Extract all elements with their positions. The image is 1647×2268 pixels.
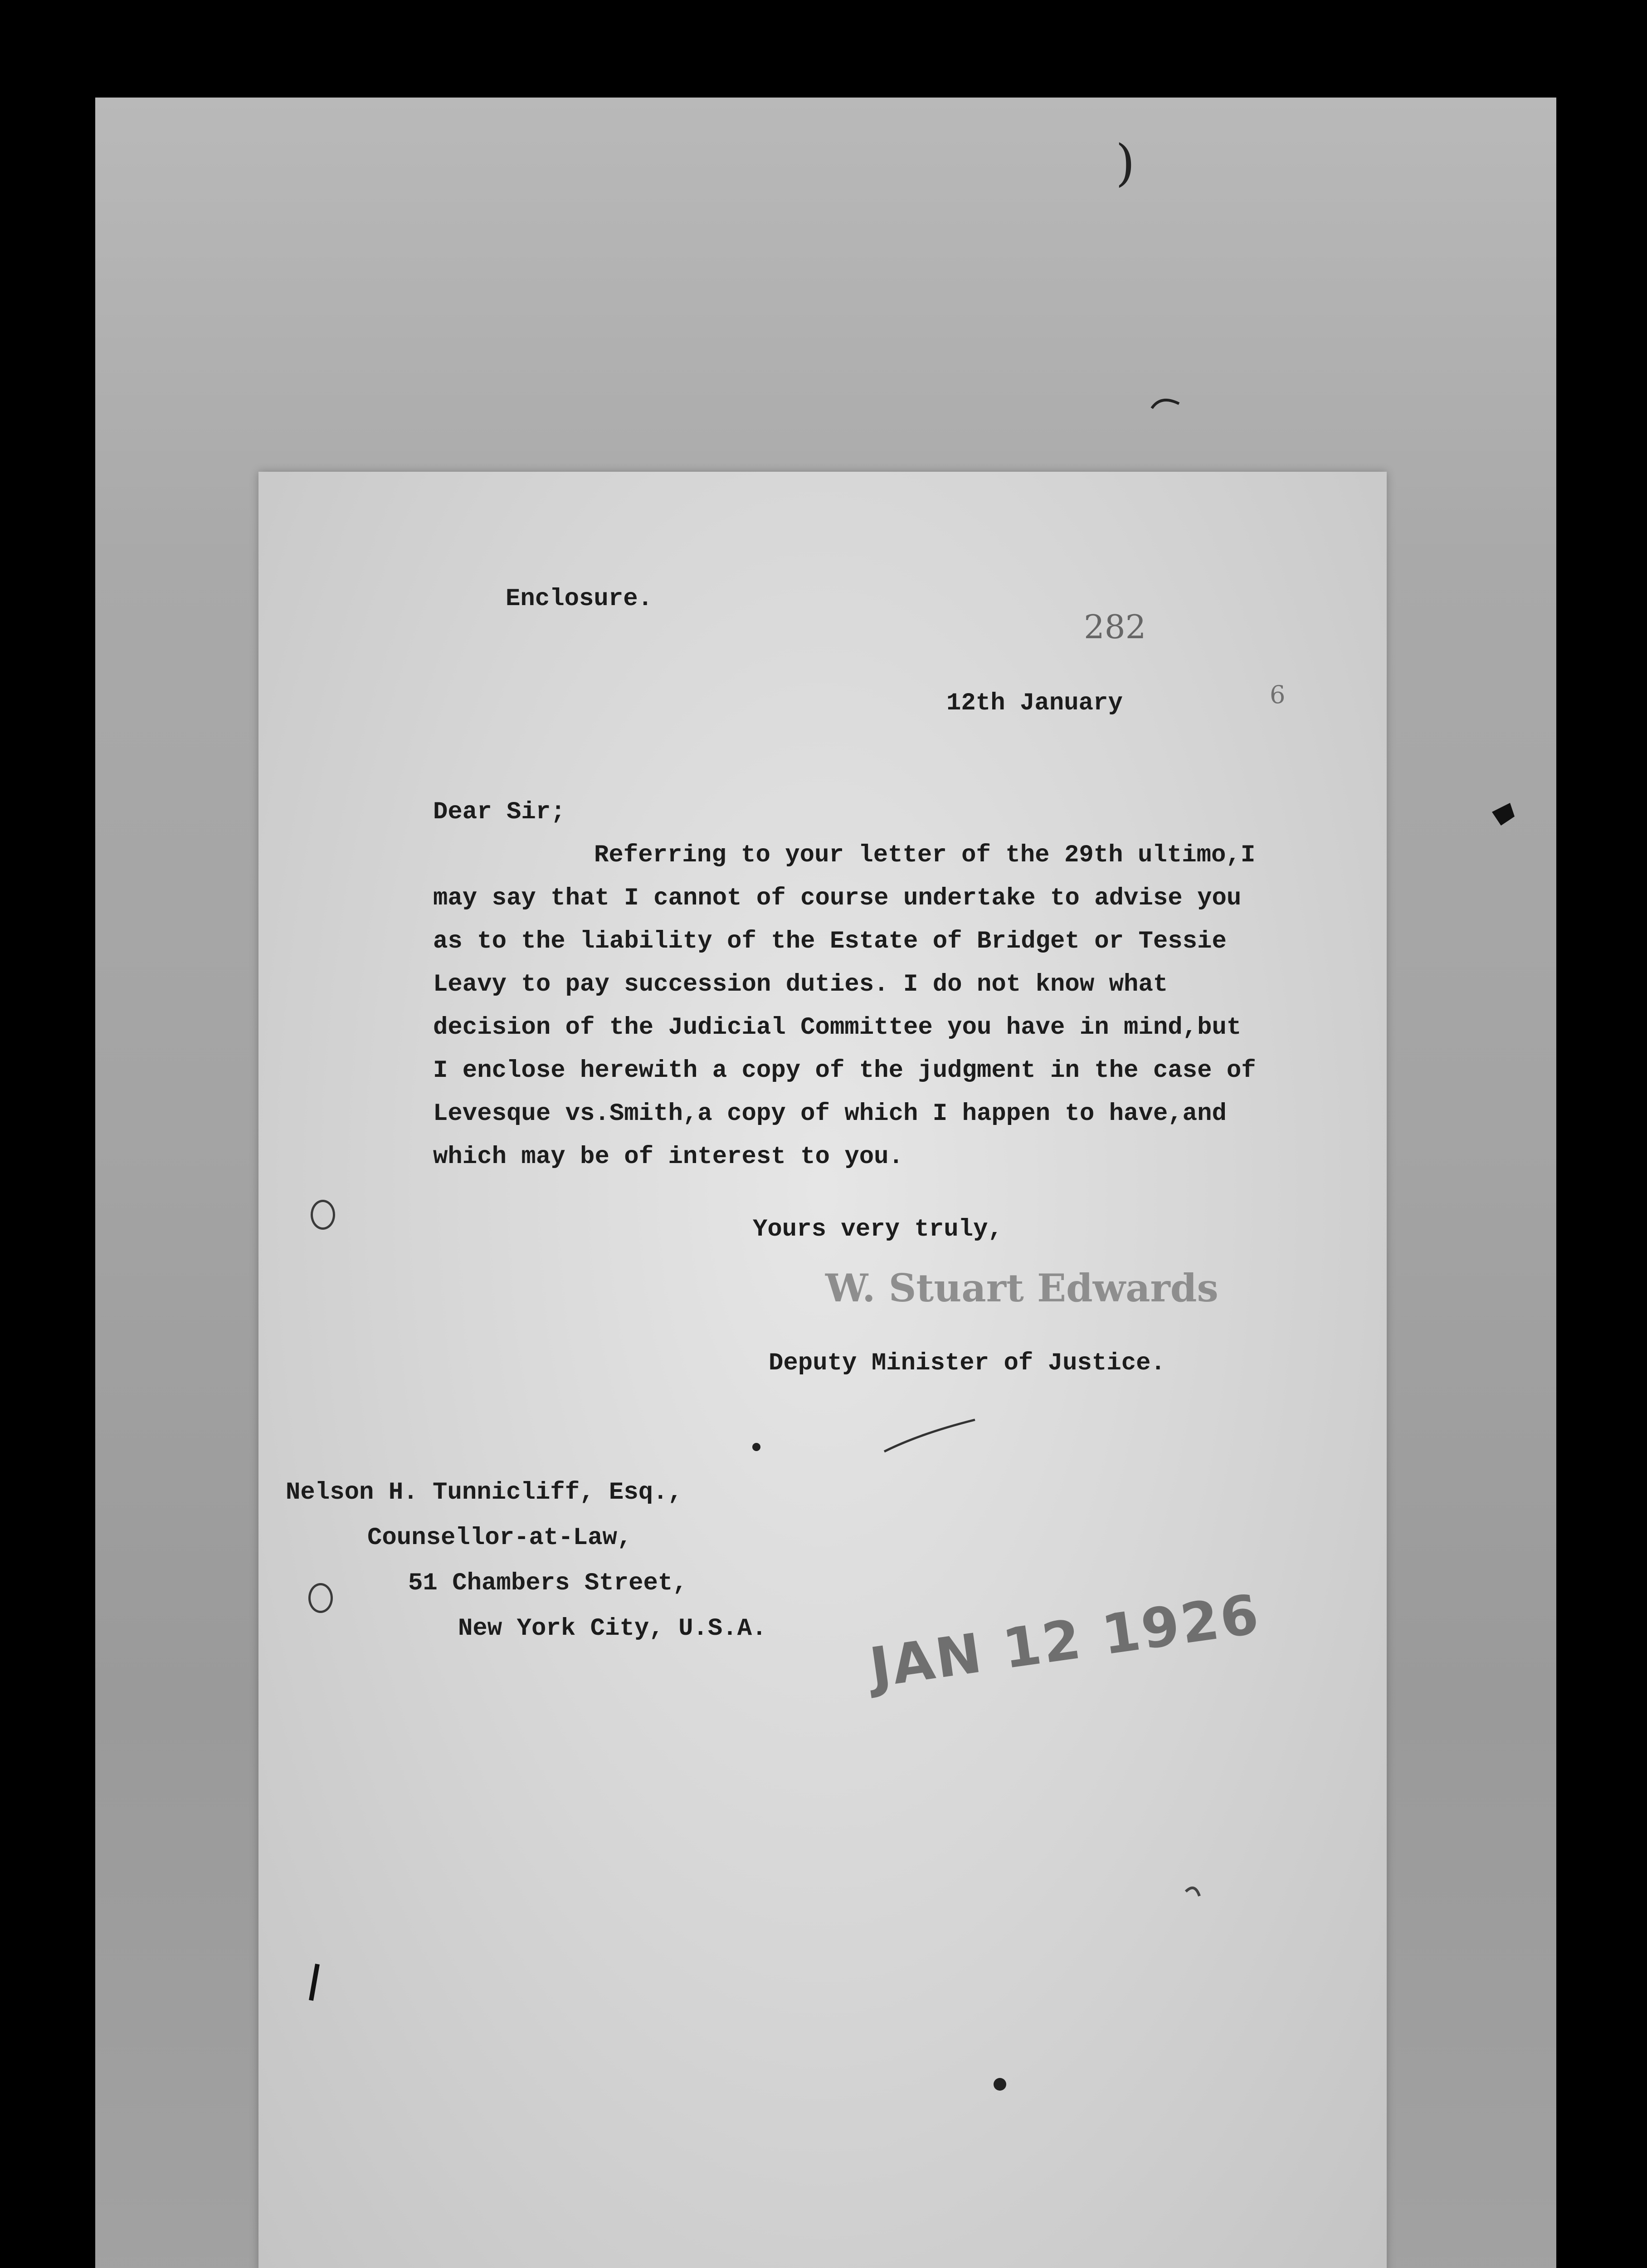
ink-blot-icon xyxy=(1492,803,1515,826)
ink-dot-icon xyxy=(752,1443,760,1451)
enclosure-label: Enclosure. xyxy=(506,585,653,613)
body-line: Levesque vs.Smith,a copy of which I happen to have,and xyxy=(433,1100,1227,1128)
recipient-line: Nelson H. Tunnicliff, Esq., xyxy=(286,1479,682,1506)
date-fragment: 6 xyxy=(1270,680,1286,709)
body-line: Referring to your letter of the 29th ultimo,I xyxy=(594,841,1256,869)
signature-stamp: W. Stuart Edwards xyxy=(825,1266,1218,1310)
pencil-mark-icon: ) xyxy=(1116,134,1135,192)
body-line: I enclose herewith a copy of the judgment in the case of xyxy=(433,1057,1256,1085)
letter-date: 12th January xyxy=(946,689,1123,717)
body-line: Leavy to pay succession duties. I do not know what xyxy=(433,971,1168,998)
pen-stroke-icon xyxy=(884,1420,975,1452)
pen-stroke-icon xyxy=(1152,400,1179,408)
ink-dot-icon xyxy=(994,2078,1006,2091)
recipient-line: 51 Chambers Street, xyxy=(408,1569,687,1597)
recipient-line: New York City, U.S.A. xyxy=(458,1615,767,1642)
pen-stroke-icon xyxy=(311,1964,317,2000)
body-line: may say that I cannot of course undertake to advise you xyxy=(433,885,1242,912)
closing: Yours very truly, xyxy=(753,1216,1003,1243)
pen-stroke-icon xyxy=(1186,1888,1199,1896)
signatory-title: Deputy Minister of Justice. xyxy=(769,1349,1165,1377)
salutation: Dear Sir; xyxy=(433,798,565,826)
recipient-line: Counsellor-at-Law, xyxy=(367,1524,632,1552)
body-line: as to the liability of the Estate of Bridget or Tessie xyxy=(433,928,1227,955)
received-date-stamp: JAN 12 1926 xyxy=(866,1583,1264,1700)
page-number: 282 xyxy=(1084,608,1146,646)
body-line: which may be of interest to you. xyxy=(433,1143,903,1171)
body-line: decision of the Judicial Committee you have in mind,but xyxy=(433,1014,1242,1041)
